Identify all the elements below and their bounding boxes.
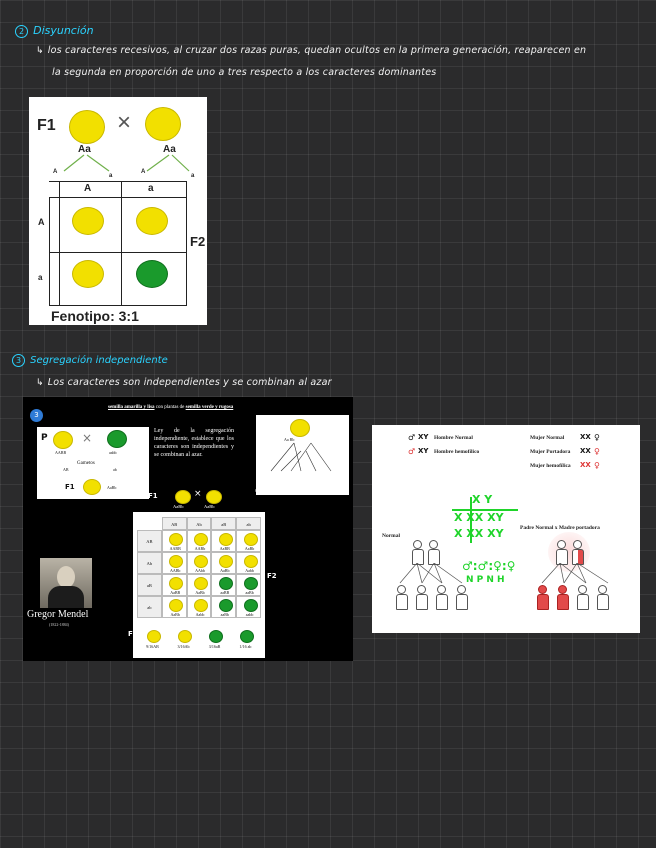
genotype-label: AaBb (244, 546, 255, 552)
row-header: ab (137, 596, 162, 618)
green-pea-icon (219, 577, 233, 590)
row-header: Ab (137, 552, 162, 574)
punnett-cell (211, 530, 236, 552)
genotype-label: AABB (169, 546, 181, 552)
ratio-label: 1/16 ab (239, 644, 252, 649)
yellow-pea-icon (53, 431, 73, 449)
independent-segregation-image (23, 397, 353, 661)
text-line: los caracteres recesivos, al cruzar dos razas puras, quedan ocultos en la primera generación, reaparecen en (47, 45, 587, 56)
punnett-cell (162, 530, 187, 552)
yellow-pea-icon (72, 207, 104, 235)
handwritten-annotation: X XX XY (454, 511, 504, 524)
handwritten-annotation: X Y (472, 493, 493, 506)
yellow-pea-icon (72, 260, 104, 288)
text-line: la segunda en proporción de uno a tres respecto a los caracteres dominantes (52, 67, 437, 78)
legend-label: Mujer Portadora (530, 449, 571, 455)
genotype-label: AAbb (195, 568, 205, 574)
f1-label: F1 (148, 492, 158, 500)
slide-header (108, 405, 233, 410)
hemophilic-child-icon (537, 585, 547, 607)
genotype-label: AABB (55, 450, 67, 455)
genotype-label: aaBB (220, 590, 230, 596)
arrow-icon: ↳ (36, 378, 44, 388)
gamete-tree-lines (256, 441, 349, 475)
genotype-label: AABb (194, 546, 206, 552)
genotype-label: AaBb (204, 504, 215, 509)
f2-label: F2 (190, 234, 206, 249)
green-pea-icon (244, 599, 258, 612)
yellow-pea-icon (194, 555, 208, 568)
genotype-label: Aabb (195, 612, 205, 618)
f1-label: F1 (37, 117, 56, 134)
parent-genotype: Aa (163, 144, 176, 155)
female-symbol-icon: ♀ (594, 447, 600, 456)
parent-genotype: Aa (78, 144, 91, 155)
column-header: ab (236, 517, 261, 530)
grid-line (186, 181, 187, 305)
green-pea-icon (136, 260, 168, 288)
gametes-label: Gametos (77, 461, 95, 466)
genotype-label: AaBb (173, 504, 184, 509)
punnett-cell (236, 574, 261, 596)
grid-line (121, 181, 122, 305)
punnett-cell (187, 552, 212, 574)
section-number-badge: 2 (15, 25, 28, 38)
genotype-label: AABb (169, 568, 181, 574)
yellow-pea-icon (219, 555, 233, 568)
header-part: semilla amarilla y lisa (108, 405, 155, 410)
row-header: a (38, 273, 43, 282)
pedigree-caption: Normal (382, 533, 401, 539)
gamete-label: AB (63, 467, 69, 472)
arrow-icon: ↳ (36, 46, 44, 56)
law-description: Ley de la segregación independiente, establece que los caracteres son independientes y se combinan al azar. (154, 428, 234, 458)
genotype-label: aabb (245, 612, 254, 618)
yellow-pea-icon (194, 599, 208, 612)
yellow-pea-icon (194, 533, 208, 546)
green-pea-icon (219, 599, 233, 612)
female-symbol-icon: ♀ (594, 433, 600, 442)
legend-label: Hombre hemofílico (434, 449, 480, 455)
header-part: con plantas de (155, 405, 185, 410)
carrier-female-icon (572, 540, 582, 562)
gamete-label: A (53, 169, 58, 175)
punnett-cell (211, 552, 236, 574)
yellow-pea-icon (169, 533, 183, 546)
gamete-label: ab (113, 467, 117, 472)
child-icon (396, 585, 406, 607)
male-symbol-icon: ♂ (408, 433, 416, 442)
section-number-badge: 3 (12, 354, 25, 367)
dihybrid-punnett-square (133, 512, 265, 658)
punnett-square-image (29, 97, 207, 325)
hemophilia-inheritance-image (372, 425, 640, 633)
parent-male-icon (556, 540, 566, 562)
legend-label: Mujer Normal (530, 435, 565, 441)
grid-line (49, 181, 187, 182)
genotype-label: AaBb (220, 568, 230, 574)
genotype-label: aabb (109, 450, 117, 455)
p-cross-box (37, 427, 149, 499)
cross-symbol: × (82, 431, 93, 445)
punnett-cell (162, 574, 187, 596)
handwritten-annotation: N P N H (466, 575, 505, 585)
yellow-pea-icon (136, 207, 168, 235)
yellow-pea-icon (169, 599, 183, 612)
punnett-cell (211, 574, 236, 596)
genotype-label: AaBB (219, 546, 230, 552)
header-part: semilla verde y rugosa (185, 405, 234, 410)
female-symbol-icon: ♀ (594, 461, 600, 470)
punnett-cell (187, 596, 212, 618)
yellow-pea-icon (83, 479, 101, 495)
cross-symbol: × (117, 109, 132, 136)
punnett-cell (236, 552, 261, 574)
legend-label: Hombre Normal (434, 435, 473, 441)
row-header: A (38, 217, 45, 227)
yellow-pea-icon (169, 577, 183, 590)
genotype-label: aaBb (220, 612, 229, 618)
yellow-pea-icon (219, 533, 233, 546)
legend-label: Mujer hemofílica (530, 463, 571, 469)
cross-symbol: × (194, 489, 202, 499)
gametes-caption: Gametos que formará el individuo AaBb (255, 488, 320, 493)
text-line: Los caracteres son independientes y se combinan al azar (47, 377, 332, 388)
grid-line (49, 305, 187, 306)
child-icon (416, 585, 426, 607)
yellow-pea-icon (244, 555, 258, 568)
punnett-cell (187, 530, 212, 552)
section-title: Segregación independiente (30, 355, 168, 366)
section-3-heading (12, 348, 168, 367)
grid-line (59, 181, 60, 305)
portrait-body (48, 586, 84, 608)
column-header: Ab (187, 517, 212, 530)
row-header: aB (137, 574, 162, 596)
genotype-label: aaBb (245, 590, 254, 596)
handwritten-annotation: ♂:♂:♀:♀ (462, 559, 516, 573)
child-icon (577, 585, 587, 607)
p-label: P (41, 433, 48, 443)
pedigree-caption: Padre Normal x Madre portadora (520, 525, 600, 531)
hemophilic-child-icon (557, 585, 567, 607)
yellow-pea-icon (178, 630, 192, 643)
genotype-label: AaBb (195, 590, 205, 596)
f1-label: F1 (65, 483, 75, 491)
mendel-portrait (40, 558, 92, 608)
pedigree-lines (392, 563, 472, 585)
section-2-heading (15, 19, 94, 38)
column-header: a (148, 183, 154, 194)
punnett-cell (236, 596, 261, 618)
grid-line (49, 197, 50, 305)
row-header: AB (137, 530, 162, 552)
parent-male-icon (412, 540, 422, 562)
section-title: Disyunción (33, 24, 94, 37)
gamete-label: a (191, 173, 195, 179)
punnett-cell (162, 596, 187, 618)
ratio-row (137, 630, 261, 656)
gametes-tree-box (256, 415, 349, 495)
ratio-label: 3/16Ab (177, 644, 190, 649)
yellow-pea-icon (290, 419, 310, 437)
slide-number-badge: 3 (30, 409, 43, 422)
green-pea-icon (107, 430, 127, 448)
child-icon (436, 585, 446, 607)
parent-female-icon (428, 540, 438, 562)
mendel-years: (1822-1884) (49, 622, 69, 627)
yellow-pea-icon (175, 490, 191, 504)
f2-label: F2 (267, 572, 277, 580)
green-pea-icon (209, 630, 223, 643)
chromosome-label: XX (580, 447, 591, 455)
genotype-label: AaBb (107, 485, 117, 490)
genotype-label: AaBB (170, 590, 181, 596)
genotype-label: AaBb (170, 612, 180, 618)
gamete-lines (29, 97, 207, 197)
child-icon (456, 585, 466, 607)
punnett-cell (236, 530, 261, 552)
child-icon (597, 585, 607, 607)
yellow-pea-icon (147, 630, 161, 643)
male-symbol-icon: ♂ (408, 447, 416, 456)
yellow-pea-icon (244, 533, 258, 546)
chromosome-label: XX (580, 433, 591, 441)
yellow-pea-icon (169, 555, 183, 568)
mendel-name: Gregor Mendel (27, 609, 89, 620)
grid-line (49, 197, 187, 198)
green-pea-icon (240, 630, 254, 643)
chromosome-label: XX (580, 461, 591, 469)
punnett-cell (187, 574, 212, 596)
grid-line (49, 252, 187, 253)
pedigree-lines (532, 563, 622, 585)
punnett-grid (137, 517, 261, 627)
f2-label: F2 (128, 630, 138, 638)
yellow-pea-icon (206, 490, 222, 504)
gamete-label: a (109, 173, 113, 179)
yellow-pea-icon (194, 577, 208, 590)
ratio-label: 3/16aB (208, 644, 221, 649)
column-header: AB (162, 517, 187, 530)
chromosome-label: XY (418, 447, 429, 455)
genotype-label: Aabb (245, 568, 254, 574)
tree-label: Aa Bb (284, 437, 295, 442)
handwritten-annotation: X XX XY (454, 527, 504, 540)
section-2-text (36, 40, 636, 84)
ratio-label: 9/16AB (146, 644, 159, 649)
phenotype-ratio: Fenotipo: 3:1 (51, 308, 139, 324)
section-3-text (36, 372, 332, 394)
punnett-cell (211, 596, 236, 618)
column-header: aB (211, 517, 236, 530)
column-header: A (84, 183, 92, 194)
portrait-face (57, 566, 75, 588)
punnett-cell (162, 552, 187, 574)
gamete-label: A (141, 169, 146, 175)
green-pea-icon (244, 577, 258, 590)
chromosome-label: XY (418, 433, 429, 441)
